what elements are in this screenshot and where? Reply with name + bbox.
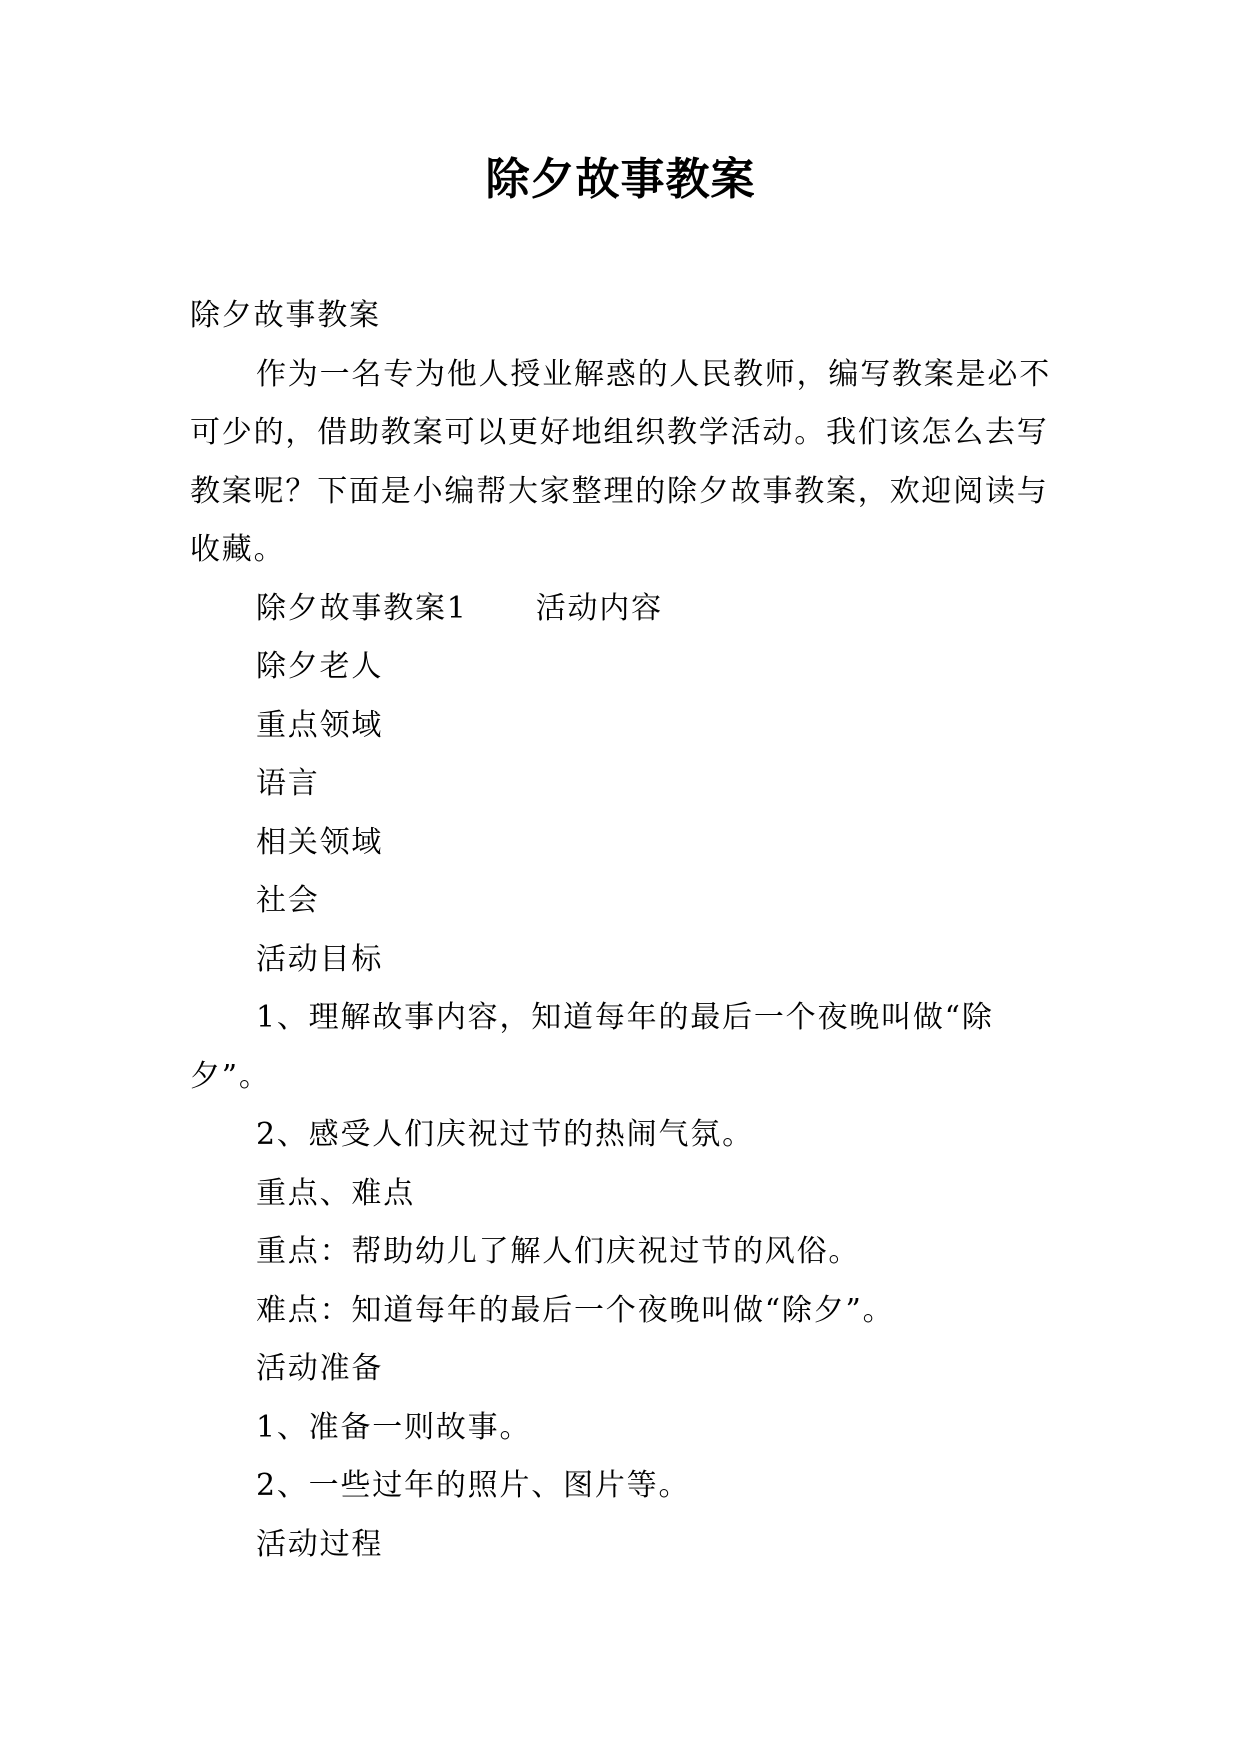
paragraph-intro: 作为一名专为他人授业解惑的人民教师，编写教案是必不可少的，借助教案可以更好地组织教学活动。我们该怎么去写教案呢？下面是小编帮大家整理的除夕故事教案，欢迎阅读与收藏。 xyxy=(190,356,1051,567)
document-title: 除夕故事教案 xyxy=(485,154,756,205)
activity-goal-item: 2、感受人们庆祝过节的热闹气氛。 xyxy=(256,1117,754,1152)
key-field-value: 语言 xyxy=(256,766,320,801)
section-heading-line xyxy=(190,580,1052,639)
difficult-point-text: 难点：知道每年的最后一个夜晚叫做“除夕”。 xyxy=(256,1292,895,1328)
related-field-value: 社会 xyxy=(256,883,320,918)
activity-goals-label: 活动目标 xyxy=(256,941,384,977)
key-point-text: 重点：帮助幼儿了解人们庆祝过节的风俗。 xyxy=(256,1234,861,1269)
section-title: 除夕故事教案1 xyxy=(256,590,468,626)
activity-prep-item: 1、准备一则故事。 xyxy=(256,1409,532,1445)
activity-prep-label: 活动准备 xyxy=(256,1351,384,1386)
activity-process-label: 活动过程 xyxy=(256,1526,384,1562)
activity-content-label: 活动内容 xyxy=(535,590,663,626)
activity-prep-item: 2、一些过年的照片、图片等。 xyxy=(256,1468,691,1503)
key-difficult-label: 重点、难点 xyxy=(256,1175,415,1211)
key-field-label: 重点领域 xyxy=(256,707,384,743)
paragraph-heading: 除夕故事教案 xyxy=(190,298,381,333)
document-body xyxy=(190,287,1052,1574)
activity-content-value: 除夕老人 xyxy=(256,649,384,684)
activity-goal-item: 1、理解故事内容，知道每年的最后一个夜晚叫做“除夕”。 xyxy=(190,1000,994,1094)
related-field-label: 相关领域 xyxy=(256,824,384,860)
